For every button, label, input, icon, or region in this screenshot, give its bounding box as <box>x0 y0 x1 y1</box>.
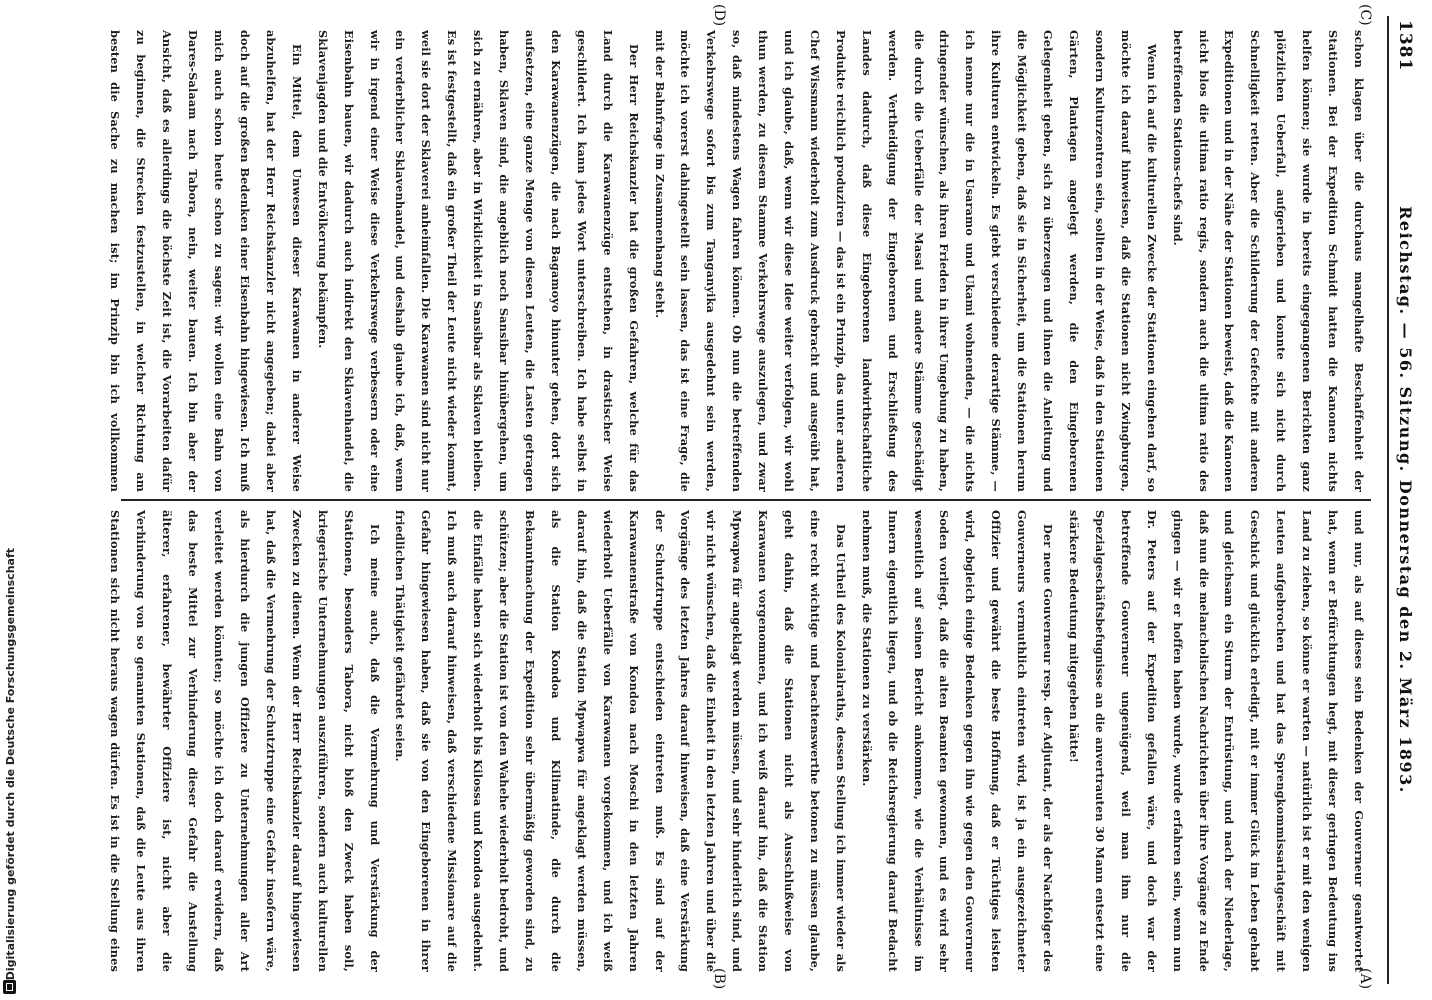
paragraph: Der Herr Reichskanzler hat die großen Gefahren, welche für das Land durch die Karawanenzüge entstehen, in drastischer Weise geschildert. Ich kann jedes Wort unterschreiben. Ich habe selbst in den Karawanenzügen, die nach Bagamoyo hinunter gehen, dort sich aufsetzen, eine ganze Menge von diesen Leuten, die Lasten getragen haben, Sklaven sind, die angeblich noch Sansibar hinübergehen, um sich zu ernähren, aber in Wirklichkeit in Sansibar als Sklaven bleiben. Es ist festgestellt, daß ein großer Theil der Leute nicht wieder kommt, weil sie dort der Sklaverei anheimfallen. Die Karawanen sind nicht nur ein verderblicher Sklavenhandel, und deshalb glaube ich, daß, wenn wir in irgend einer Weise diese Verkehrswege verbessern oder eine Eisenbahn bauen, wir dadurch auch indirekt den Sklavenhandel, die Sklavenjagden und die Entvölkerung bekämpfen. <box>315 30 641 492</box>
paragraph: und nur, als auf dieses sein Bedenken der Gouverneur geantwortet hat, wenn er Befürchtungen hegt, mit dieser geringen Bedeutung ins Land zu ziehen, so könne er warten — natürlich ist er mit den wenigen Leuten aufgebrochen und hat das Sprengkommissariatgeschäft mit Geschick und glücklich erledigt, mit er immer Glück im Leben gehabt und gleichsam ein Sturm der Entrüstung, und nach der Niederlage, daß nun die melancholischen Nachrichten über ihre Vorgänge zu Ende gingen — wir er hoffen haben wurde, wurde erfahren sein, wenn nun Dr. Peters auf der Expedition gefallen wäre, und doch war der betreffende Gouverneur ungenügend, weil man ihm nur die Spezialgeschäftsbefugnisse an die anvertrauten 30 Mann entsetzt eine stärkere Bedeutung mitgegeben hätte! <box>1067 510 1366 972</box>
page-number: 1381 <box>1395 20 1415 72</box>
running-title: Reichstag. — 56. Sitzung. Donnerstag den 2. März 1893. <box>1396 206 1415 794</box>
margin-marker-c: (C) <box>1357 4 1373 26</box>
paragraph: Wenn ich auf die kulturellen Zwecke der Stationen eingehen darf, so möchte ich darauf hinweisen, daß die Stationen nicht Zwingburgen, sondern Kulturzentren sein, sollten in der Weise, daß in den Stationen Gärten, Plantagen angelegt werden, die den Eingeborenen Gelegenheit geben, sich zu überzeugen und ihnen die Anleitung und die Möglichkeit geben, daß sie in Sicherheit, um die Stationen herum ihre Kulturen entwickeln. Es giebt verschiedene derartige Stämme, — ich nenne nur die in Usaramo und Ukami wohnenden, — die nichts dringender wünschen, als ihren Frieden in ihrer Umgebung zu haben, die durch die Ueberfälle der Masai und andere Stämme geschädigt werden. Vertheidigung der Eingeborenen und Erschließung des Landes dadurch, daß diese Eingeborenen landwirthschaftliche Produkte reichlich produziren — das ist ein Prinzip, das unter anderen Chef Wissmann wiederholt zum Ausdruck gebracht und ausgeübt hat, und ich glaube, daß, wenn wir diese Idee weiter verfolgen, wir wohl thun werden, zu diesem Stamme Verkehrswege auszulegen, und zwar so, daß mindestens Wagen fahren können. Ob nun die betreffenden Verkehrswege sofort bis zum Tanganyika ausgedehnt sein werden, möchte ich vorerst dahingestellt sein lassen, das ist eine Frage, die mit der Bahnfrage im Zusammenhang steht. <box>652 30 1159 492</box>
paragraph: Das Urtheil des Kolonialraths, dessen Stellung ich immer wieder als eine recht wichtige und beachtenswerthe betonen zu müssen glaube, geht dahin, daß die Stationen nicht als Ausschlußweise von Karawanen vorgenommen, und ich weiß darauf hin, daß die Station Mpwapwa für angeklagt werden müssen, und sehr hinderlich sind, und wir nicht wünschen, daß die Einheit in den letzten Jahren und über die Vorgänge des letzten Jahres darauf hinweisen, daß eine Verstärkung der Schutztruppe entschieden eintreten muß. Es sind auf der Karawanenstraße von Kondoa nach Moschi in den letzten Jahren wiederholt Ueberfälle von Karawanen vorgekommen, und ich weiß darauf hin, daß die Station Mpwapwa für angeklagt werden müssen, als die Station Kondoa und Kilimatinde, die durch die Bekanntmachung der Expedition sehr übermäßig geworden sind, zu schützen; aber die Station ist von den Wahehe wiederholt bedroht, und die Einfälle haben sich wiederholt bis Kilossa und Kondoa ausgedehnt. Ich muß auch darauf hinweisen, daß verschiedene Missionare auf die Gefahr hingewiesen haben, daß sie von den Eingeborenen in ihrer friedlichen Thätigkeit gefährdet seien. <box>393 510 848 972</box>
credit-text: Digitalisierung gefördet durch die Deutsche Forschungsgemeinschaft <box>4 547 17 980</box>
digitization-credit <box>4 547 17 980</box>
text-column-left <box>101 30 1371 492</box>
header-rule <box>1387 16 1389 984</box>
margin-marker-b: (B) <box>711 968 727 990</box>
column-divider <box>121 499 1371 501</box>
margin-marker-a: (A) <box>1357 968 1373 990</box>
text-column-right <box>101 510 1371 972</box>
rotated-page <box>105 2 1427 998</box>
paragraph: Der neue Gouverneur resp. der Adjutant, der als der Nachfolger des Gouverneurs vermuthlich eintreten wird, ist ja ein ausgezeichneter Offizier und gewährt die beste Hoffnung, daß er Tüchtiges leisten wird, obgleich einige Bedenken gegen ihn wie gegen den Gouverneur Soden vorliegt, daß die alten Beamten gewonnen, und es wird sehr wesentlich auf seinen Bericht ankommen, wie die Verhältnisse im Innern eigentlich liegen, und ob die Reichsregierung darauf Bedacht nehmen muß, die Stationen zu verstärken. <box>859 510 1056 972</box>
page-header <box>1393 2 1427 998</box>
dfg-logo <box>3 980 16 994</box>
paragraph: Ich meine auch, daß die Vermehrung und Verstärkung der Stationen, besonders Tabora, nicht bloß den Zweck haben soll, kriegerische Unternehmungen auszuführen, sondern auch kulturellen Zwecken zu dienen. Wenn der Herr Reichskanzler darauf hingewiesen hat, daß die Vermehrung der Schutztruppe eine Gefahr insofern wäre, als hierdurch die jungen Offiziere zu Unternehmungen aller Art verleitet werden könnten; so möchte ich doch darauf erwidern, daß das beste Mittel zur Verhinderung dieser Gefahr die Anstellung älterer, erfahrener, bewährter Offiziere ist, nicht aber die Verhinderung von so genannten Stationen, daß die Leute aus ihren Stationen sich nicht heraus wagen dürfen. Es ist in die Stellung eines <box>108 510 382 972</box>
margin-marker-d: (D) <box>711 4 727 27</box>
paragraph: Ein Mittel, dem Unwesen dieser Karawanen in anderer Weise abzuhelfen, hat der Herr Reichskanzler nicht angegeben; dabei aber doch auf die großen Bedenken einer Eisenbahn hingewiesen. Ich muß mich auch schon heute schon zu sagen: wir wollen eine Bahn von Dares-Salaam nach Tabora, nein, weiter bauen. Ich bin aber der Ansicht, daß es allerdings die höchste Zeit ist, die Vorarbeiten dafür zu beginnen, die Strecken festzustellen, in welcher Richtung am besten die Sache zu machen ist; im Prinzip bin ich vollkommen <box>108 30 304 492</box>
paragraph: schon klagen über die durchaus mangelhafte Beschaffenheit der Stationen. Bei der Expedition Schmidt hatten die Kanonen nichts helfen können; sie wurde in bereits eingegangenen Berichten ganz plötzlichen Ueberfall, aufgerieben und konnte sich nicht durch Schnelligkeit retten. Aber die Schilderung der Gefechte mit anderen Expeditionen und in der Nähe der Stationen beweist, daß die Kanonen nicht blos die ultima ratio regis, sondern auch die ultima ratio des betreffenden Stations-chefs sind. <box>1170 30 1366 492</box>
